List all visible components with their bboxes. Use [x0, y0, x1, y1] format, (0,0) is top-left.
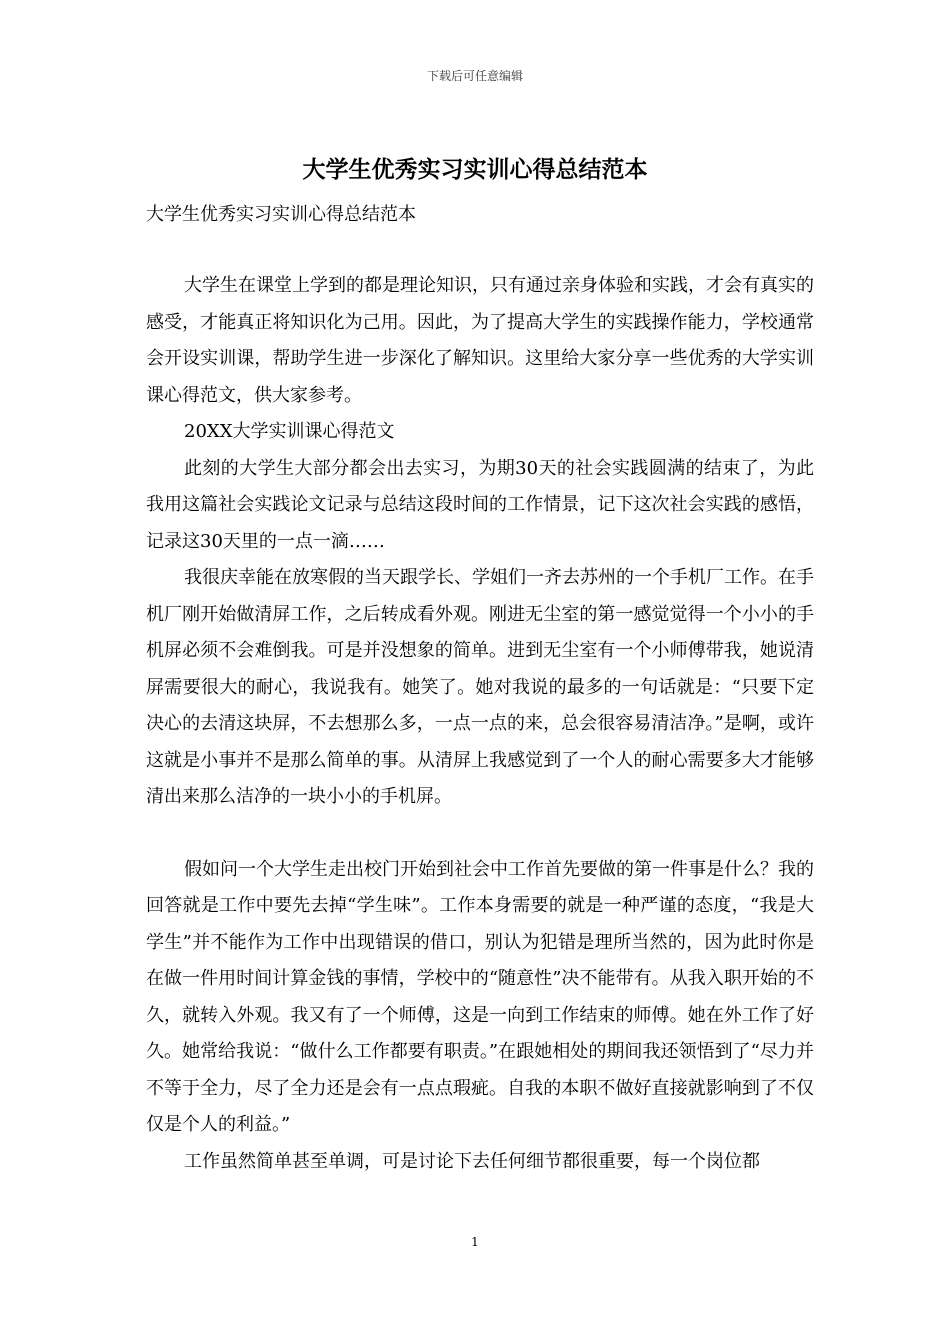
document-title: 大学生优秀实习实训心得总结范本 [302, 156, 648, 183]
paragraph: 此刻的大学生大部分都会出去实习，为期30天的社会实践圆满的结束了，为此我用这篇社会实践论文记录与总结这段时间的工作情景，记下这次社会实践的感悟，记录这30天里的一点一滴…… [146, 457, 814, 552]
document-body [146, 268, 814, 1180]
page-number: 1 [471, 1235, 479, 1249]
header-note: 下载后可任意编辑 [426, 69, 523, 83]
paragraph-intro: 大学生在课堂上学到的都是理论知识，只有通过亲身体验和实践，才会有真实的感受，才能真正将知识化为己用。因此，为了提高大学生的实践操作能力，学校通常会开设实训课，帮助学生进一步深化了解知识。这里给大家分享一些优秀的大学实训课心得范文，供大家参考。 [146, 275, 814, 406]
document-subtitle: 大学生优秀实习实训心得总结范本 [146, 204, 416, 225]
paragraph: 工作虽然简单甚至单调，可是讨论下去任何细节都很重要，每一个岗位都 [184, 1150, 760, 1172]
paragraph: 我很庆幸能在放寒假的当天跟学长、学姐们一齐去苏州的一个手机厂工作。在手机厂刚开始做清屏工作，之后转成看外观。刚进无尘室的第一感觉觉得一个小小的手机屏必须不会难倒我。可是并没想象的简单。进到无尘室有一个小师傅带我，她说清屏需要很大的耐心，我说我有。她笑了。她对我说的最多的一句话就是：“只要下定决心的去清这块屏，不去想那么多，一点一点的来，总会很容易清洁净。”是啊，或许这就是小事并不是那么简单的事。从清屏上我感觉到了一个人的耐心需要多大才能够清出来那么洁净的一块小小的手机屏。 [146, 567, 814, 807]
paragraph: 假如问一个大学生走出校门开始到社会中工作首先要做的第一件事是什么？我的回答就是工作中要先去掉“学生味”。工作本身需要的就是一种严谨的态度，“我是大学生”并不能作为工作中出现错误的借口，别认为犯错是理所当然的，因为此时你是在做一件用时间计算金钱的事情，学校中的“随意性”决不能带有。从我入职开始的不久，就转入外观。我又有了一个师傅，这是一向到工作结束的师傅。她在外工作了好久。她常给我说：“做什么工作都要有职责。”在跟她相处的期间我还领悟到了“尽力并不等于全力，尽了全力还是会有一点点瑕疵。自我的本职不做好直接就影响到了不仅仅是个人的利益。” [146, 858, 814, 1135]
section-heading: 20XX大学实训课心得范文 [184, 421, 395, 442]
